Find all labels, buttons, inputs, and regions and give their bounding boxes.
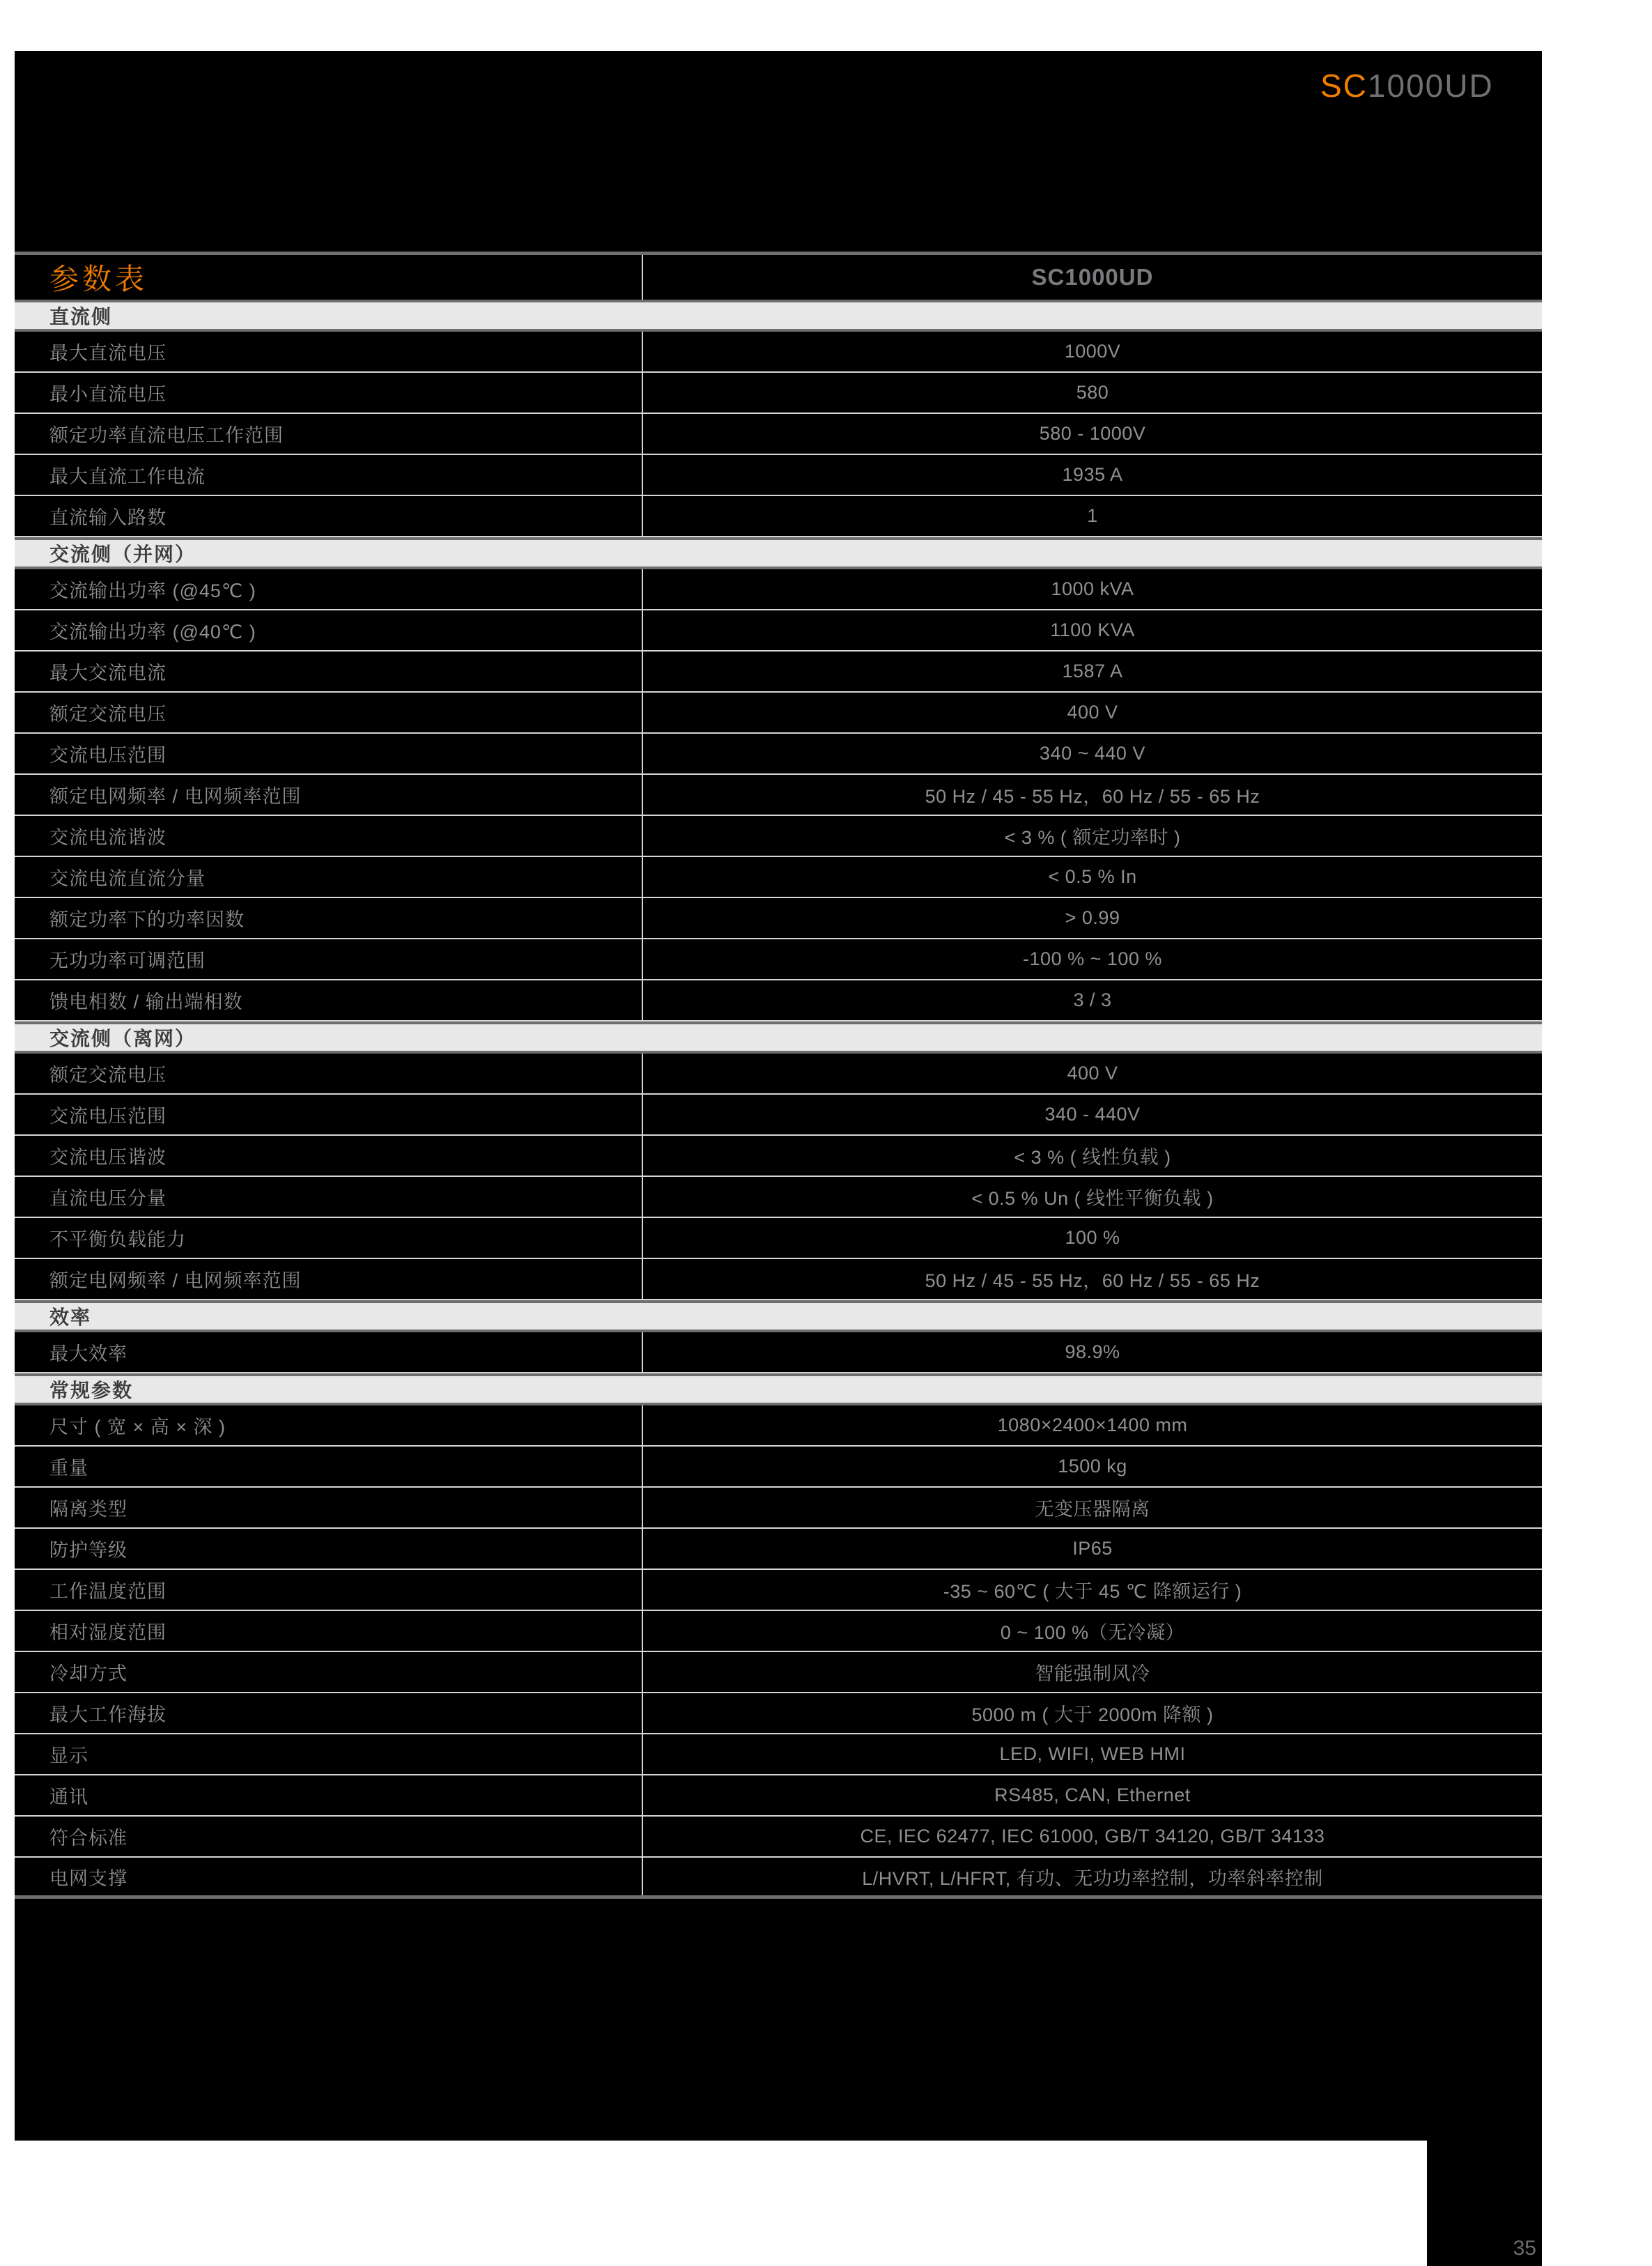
table-row: [15, 569, 1542, 610]
table-row: [15, 1218, 1542, 1259]
spec-value: LED, WIFI, WEB HMI: [999, 1743, 1186, 1764]
table-row: [15, 610, 1542, 652]
spec-label: 尺寸 ( 宽 × 高 × 深 ): [15, 1405, 643, 1445]
spec-value: 100 %: [1065, 1227, 1120, 1248]
spec-label: 无功功率可调范围: [15, 939, 643, 979]
spec-value: 400 V: [1067, 1063, 1118, 1084]
section-band: 直流侧: [15, 300, 1542, 332]
spec-value: 1100 KVA: [1050, 619, 1135, 640]
table-row: [15, 455, 1542, 496]
table-row: [15, 1817, 1542, 1858]
spec-label: 通讯: [15, 1775, 643, 1815]
spec-label: 工作温度范围: [15, 1570, 643, 1610]
spec-value: 智能强制风冷: [1035, 1663, 1150, 1684]
spec-table-body: [15, 300, 1542, 1899]
table-row: [15, 373, 1542, 414]
spec-label: 额定交流电压: [15, 1054, 643, 1093]
table-row: [15, 652, 1542, 693]
table-row: [15, 1488, 1542, 1529]
spec-label: 额定电网频率 / 电网频率范围: [15, 775, 643, 815]
table-row: [15, 816, 1542, 857]
spec-label: 最大交流电流: [15, 652, 643, 691]
table-row: [15, 1259, 1542, 1300]
spec-label: 最小直流电压: [15, 373, 643, 413]
section-band: 交流侧（离网）: [15, 1022, 1542, 1054]
table-row: [15, 734, 1542, 775]
spec-label: 直流输入路数: [15, 496, 643, 536]
table-row: [15, 939, 1542, 980]
table-row: [15, 1693, 1542, 1734]
table-row: [15, 1136, 1542, 1177]
document-title: [1320, 67, 1494, 105]
spec-value: 1500 kg: [1058, 1456, 1127, 1477]
spec-label: 交流电压谐波: [15, 1136, 643, 1176]
spec-label: 符合标准: [15, 1817, 643, 1856]
spec-label: 馈电相数 / 输出端相数: [15, 980, 643, 1020]
spec-value: 1080×2400×1400 mm: [997, 1415, 1188, 1435]
section-band: 效率: [15, 1300, 1542, 1332]
spec-label: 额定电网频率 / 电网频率范围: [15, 1259, 643, 1299]
table-row: [15, 414, 1542, 455]
spec-label: 交流电流谐波: [15, 816, 643, 856]
spec-value: -100 % ~ 100 %: [1023, 948, 1162, 969]
spec-value: 340 ~ 440 V: [1040, 743, 1145, 764]
spec-value: 5000 m ( 大于 2000m 降额 ): [971, 1704, 1214, 1725]
spec-label: 最大工作海拔: [15, 1693, 643, 1733]
table-row: [15, 496, 1542, 537]
table-row: [15, 898, 1542, 939]
spec-label: 重量: [15, 1447, 643, 1486]
table-row: [15, 1095, 1542, 1136]
spec-table: [15, 252, 1542, 1899]
spec-value: 1000V: [1064, 341, 1121, 362]
spec-label: 显示: [15, 1734, 643, 1774]
spec-value: CE, IEC 62477, IEC 61000, GB/T 34120, GB/T 34133: [860, 1826, 1325, 1847]
spec-label: 防护等级: [15, 1529, 643, 1569]
spec-value: < 0.5 % In: [1048, 866, 1137, 887]
spec-table-title-cell: [15, 255, 643, 300]
spec-value: 98.9%: [1065, 1341, 1120, 1362]
spec-label: 最大直流工作电流: [15, 455, 643, 495]
table-row: [15, 1447, 1542, 1488]
spec-value: -35 ~ 60℃ ( 大于 45 ℃ 降额运行 ): [943, 1581, 1242, 1602]
spec-label: 相对湿度范围: [15, 1611, 643, 1651]
spec-table-title: 参数表: [49, 263, 148, 295]
spec-value: 50 Hz / 45 - 55 Hz，60 Hz / 55 - 65 Hz: [925, 786, 1260, 807]
spec-value: 无变压器隔离: [1035, 1499, 1150, 1520]
spec-label: 额定功率下的功率因数: [15, 898, 643, 938]
spec-value: > 0.99: [1065, 907, 1120, 928]
spec-label: 交流电压范围: [15, 734, 643, 773]
spec-value: IP65: [1072, 1538, 1113, 1559]
spec-value: 1000 kVA: [1051, 578, 1134, 599]
spec-label: 隔离类型: [15, 1488, 643, 1527]
spec-value: < 3 % ( 额定功率时 ): [1004, 827, 1181, 848]
table-row: [15, 1734, 1542, 1775]
spec-value: 400 V: [1067, 702, 1118, 723]
section-band: 交流侧（并网）: [15, 537, 1542, 569]
spec-value: < 3 % ( 线性负载 ): [1014, 1147, 1171, 1168]
spec-label: 最大效率: [15, 1332, 643, 1372]
page-number: 35: [1513, 2237, 1536, 2260]
document-title-rest: 1000UD: [1367, 68, 1494, 104]
spec-label: 交流输出功率 (@45℃ ): [15, 569, 643, 609]
spec-label: 交流输出功率 (@40℃ ): [15, 610, 643, 650]
spec-table-header: [15, 252, 1542, 300]
document-title-prefix: SC: [1320, 68, 1368, 104]
section-band: 常规参数: [15, 1373, 1542, 1405]
spec-value: 1: [1087, 505, 1098, 526]
table-row: [15, 1775, 1542, 1817]
spec-value: 580 - 1000V: [1039, 423, 1146, 444]
table-row: [15, 1529, 1542, 1570]
spec-value: 1587 A: [1062, 661, 1123, 681]
table-row: [15, 1858, 1542, 1899]
spec-label: 额定功率直流电压工作范围: [15, 414, 643, 454]
spec-value: 3 / 3: [1073, 989, 1112, 1010]
table-row: [15, 1332, 1542, 1373]
table-row: [15, 1652, 1542, 1693]
table-row: [15, 693, 1542, 734]
spec-label: 交流电压范围: [15, 1095, 643, 1134]
spec-value: 50 Hz / 45 - 55 Hz，60 Hz / 55 - 65 Hz: [925, 1270, 1260, 1291]
spec-label: 交流电流直流分量: [15, 857, 643, 897]
spec-value: L/HVRT, L/HFRT, 有功、无功功率控制，功率斜率控制: [862, 1867, 1323, 1889]
table-row: [15, 775, 1542, 816]
spec-label: 最大直流电压: [15, 332, 643, 371]
spec-label: 电网支撑: [15, 1858, 643, 1895]
spec-value: 1935 A: [1062, 464, 1123, 485]
spec-label: 直流电压分量: [15, 1177, 643, 1217]
spec-label: 不平衡负载能力: [15, 1218, 643, 1258]
table-row: [15, 332, 1542, 373]
table-row: [15, 1570, 1542, 1611]
table-row: [15, 1611, 1542, 1652]
spec-value: < 0.5 % Un ( 线性平衡负载 ): [971, 1188, 1214, 1209]
spec-label: 额定交流电压: [15, 693, 643, 732]
table-row: [15, 857, 1542, 898]
table-row: [15, 1177, 1542, 1218]
spec-table-model-cell: SC1000UD: [1031, 264, 1154, 290]
spec-value: RS485, CAN, Ethernet: [994, 1785, 1191, 1805]
table-row: [15, 1054, 1542, 1095]
spec-value: 0 ~ 100 %（无冷凝）: [1000, 1622, 1185, 1643]
table-row: [15, 1405, 1542, 1447]
table-row: [15, 980, 1542, 1022]
spec-label: 冷却方式: [15, 1652, 643, 1692]
spec-value: 340 - 440V: [1044, 1104, 1141, 1125]
spec-value: 580: [1076, 382, 1109, 403]
